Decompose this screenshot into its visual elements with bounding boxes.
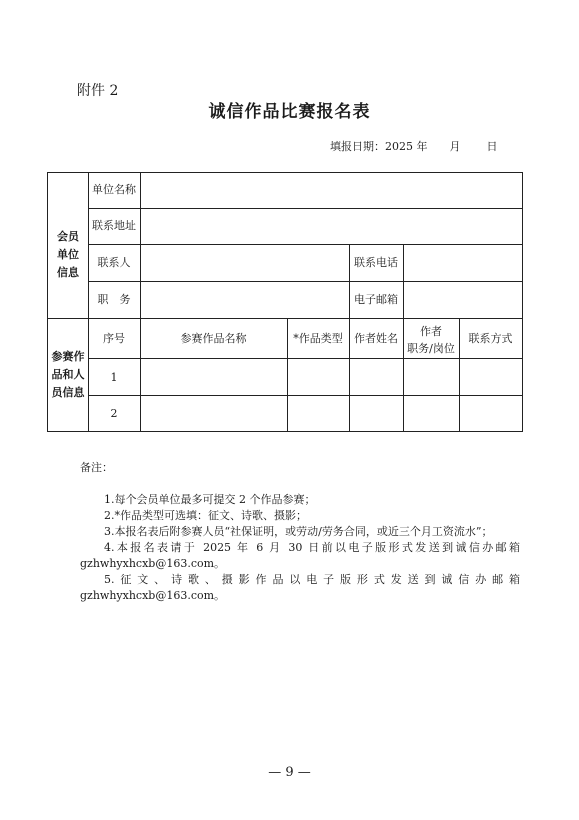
header-author-role [403,323,459,357]
note-item-1: 1.每个会员单位最多可提交 2 个作品参赛； [104,493,316,506]
note-item-4-email: gzhwhyxhcxb@163.com。 [80,557,226,570]
header-author-name: 作者姓名 [354,332,398,345]
notes-title: 备注： [80,461,113,474]
header-author-role-line2: 职务/岗位 [407,342,455,355]
label-unit-name: 单位名称 [92,183,136,196]
date-month: 月 [449,140,461,153]
label-contact-phone: 联系电话 [354,256,398,269]
section-member-info: 会员单位信息 [57,230,79,279]
note-item-3: 3.本报名表后附参赛人员“社保证明，或劳动/劳务合同，或近三个月工资流水”； [104,525,493,538]
header-work-name: 参赛作品名称 [180,332,247,345]
entry-row-1-no: 1 [110,371,118,384]
date-label: 填报日期：2025 年 [330,140,428,153]
page-number: — 9 — [268,765,311,780]
label-address: 联系地址 [92,219,136,232]
note-item-4: 4.本报名表请于 2025 年 6 月 30 日前以电子版形式发送到诚信办邮箱 [104,541,520,554]
entry-row-2-no: 2 [110,407,118,420]
date-day: 日 [486,140,498,153]
note-item-5: 5.征文、诗歌、摄影作品以电子版形式发送到诚信办邮箱 [104,573,520,586]
section-entry-info: 参赛作品和人员信息 [51,350,85,399]
attachment-label: 附件 2 [77,83,119,99]
notes-block [80,460,520,604]
form-title: 诚信作品比赛报名表 [208,102,371,122]
label-position: 职 务 [97,293,131,306]
header-work-type: *作品类型 [293,332,343,345]
header-contact: 联系方式 [468,332,513,345]
note-item-5-email: gzhwhyxhcxb@163.com。 [80,589,226,602]
label-email: 电子邮箱 [354,293,398,306]
note-item-2: 2.*作品类型可选填：征文、诗歌、摄影； [104,509,307,522]
header-serial-no: 序号 [103,332,125,345]
label-contact-person: 联系人 [97,256,131,269]
header-author-role-line1: 作者 [420,325,442,338]
